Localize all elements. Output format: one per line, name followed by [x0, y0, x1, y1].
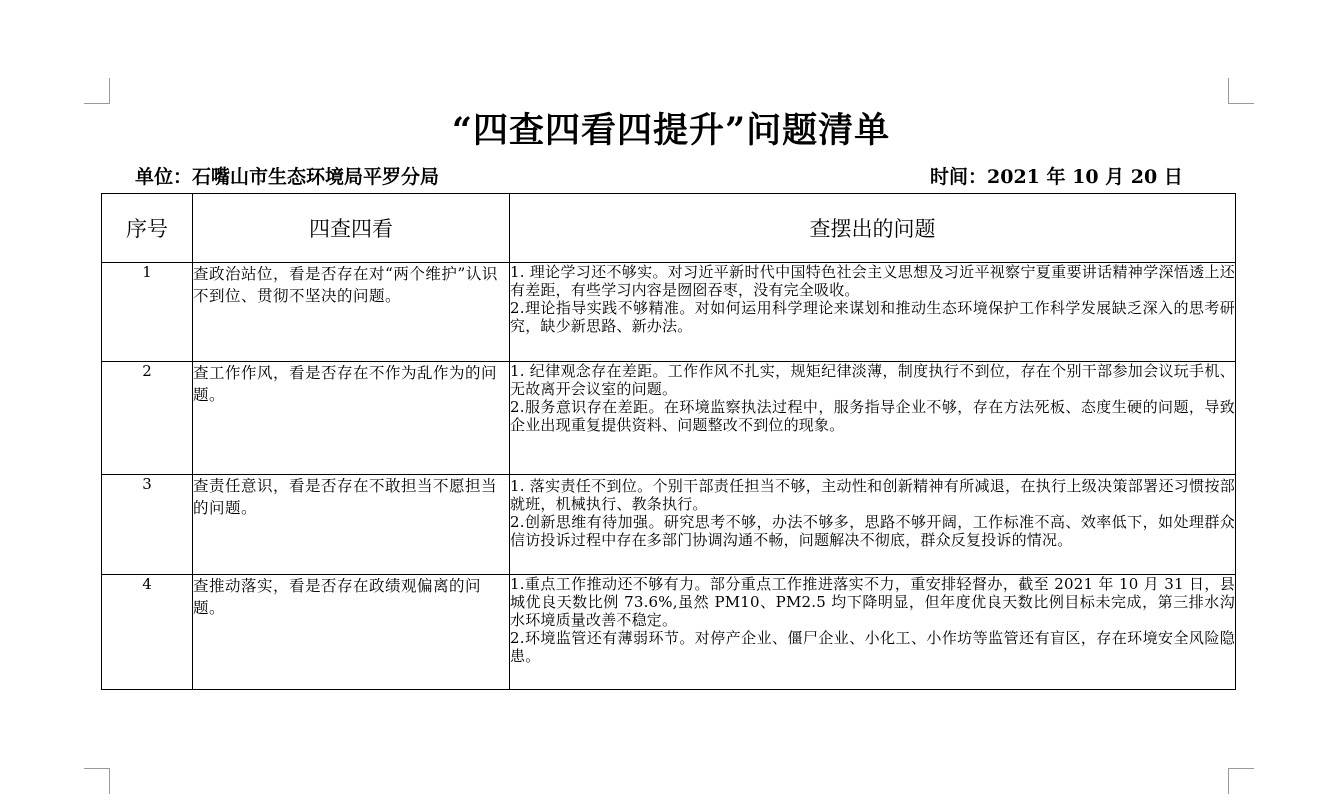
check-item: 查工作作风，看是否存在不作为乱作为的问题。 — [193, 362, 510, 475]
issue-text: 2.理论指导实践不够精准。对如何运用科学理论来谋划和推动生态环境保护工作科学发展缺乏深入的思考研究，缺少新思路、新办法。 — [510, 299, 1235, 335]
issue-cell — [510, 263, 1236, 362]
issue-text: 2.服务意识存在差距。在环境监察执法过程中，服务指导企业不够，存在方法死板、态度生硬的问题，导致企业出现重复提供资料、问题整改不到位的现象。 — [510, 398, 1235, 434]
table-row — [102, 575, 1236, 690]
page-corner-mark-top-right — [1228, 78, 1254, 104]
check-item: 查推动落实，看是否存在政绩观偏离的问题。 — [193, 575, 510, 690]
row-number: 3 — [102, 475, 193, 575]
table-row — [102, 475, 1236, 575]
header-identified-issues: 查摆出的问题 — [510, 194, 1236, 263]
issue-text: 1. 理论学习还不够实。对习近平新时代中国特色社会主义思想及习近平视察宁夏重要讲话精神学深悟透上还有差距，有些学习内容是囫囵吞枣，没有完全吸收。 — [510, 263, 1235, 299]
issue-text: 1.重点工作推动还不够有力。部分重点工作推进落实不力，重安排轻督办，截至 2021 年 10 月 31 日，县城优良天数比例 73.6%,虽然 PM10、PM2.5 均下降明显，但年度优良天数比例目标未完成，第三排水沟水环境质量改善不稳定。 — [510, 575, 1235, 629]
row-number: 4 — [102, 575, 193, 690]
issue-cell — [510, 362, 1236, 475]
table-row — [102, 263, 1236, 362]
row-number: 1 — [102, 263, 193, 362]
header-serial-number: 序号 — [102, 194, 193, 263]
page-corner-mark-top-left — [84, 78, 110, 104]
document-title: “四查四看四提升”问题清单 — [451, 110, 891, 151]
page-corner-mark-bottom-left — [84, 768, 110, 794]
header-four-checks: 四查四看 — [193, 194, 510, 263]
check-item: 查政治站位，看是否存在对“两个维护”认识不到位、贯彻不坚决的问题。 — [193, 263, 510, 362]
issue-text: 2.创新思维有待加强。研究思考不够，办法不够多，思路不够开阔，工作标准不高、效率低下，如处理群众信访投诉过程中存在多部门协调沟通不畅，问题解决不彻底，群众反复投诉的情况。 — [510, 513, 1235, 549]
page-corner-mark-bottom-right — [1228, 768, 1254, 794]
issue-cell — [510, 475, 1236, 575]
check-item: 查责任意识，看是否存在不敢担当不愿担当的问题。 — [193, 475, 510, 575]
issue-text: 1. 纪律观念存在差距。工作作风不扎实，规矩纪律淡薄，制度执行不到位，存在个别干部参加会议玩手机、无故离开会议室的问题。 — [510, 362, 1235, 398]
issue-text: 2.环境监管还有薄弱环节。对停产企业、僵尸企业、小化工、小作坊等监管还有盲区，存在环境安全风险隐患。 — [510, 629, 1235, 665]
issue-list-table — [101, 193, 1236, 690]
date-label: 时间：2021 年 10 月 20 日 — [930, 166, 1183, 188]
issue-text: 1. 落实责任不到位。个别干部责任担当不够，主动性和创新精神有所减退，在执行上级决策部署还习惯按部就班，机械执行、教条执行。 — [510, 477, 1235, 513]
table-row — [102, 362, 1236, 475]
table-header-row — [102, 194, 1236, 263]
issue-cell — [510, 575, 1236, 690]
unit-label: 单位：石嘴山市生态环境局平罗分局 — [135, 166, 440, 188]
row-number: 2 — [102, 362, 193, 475]
